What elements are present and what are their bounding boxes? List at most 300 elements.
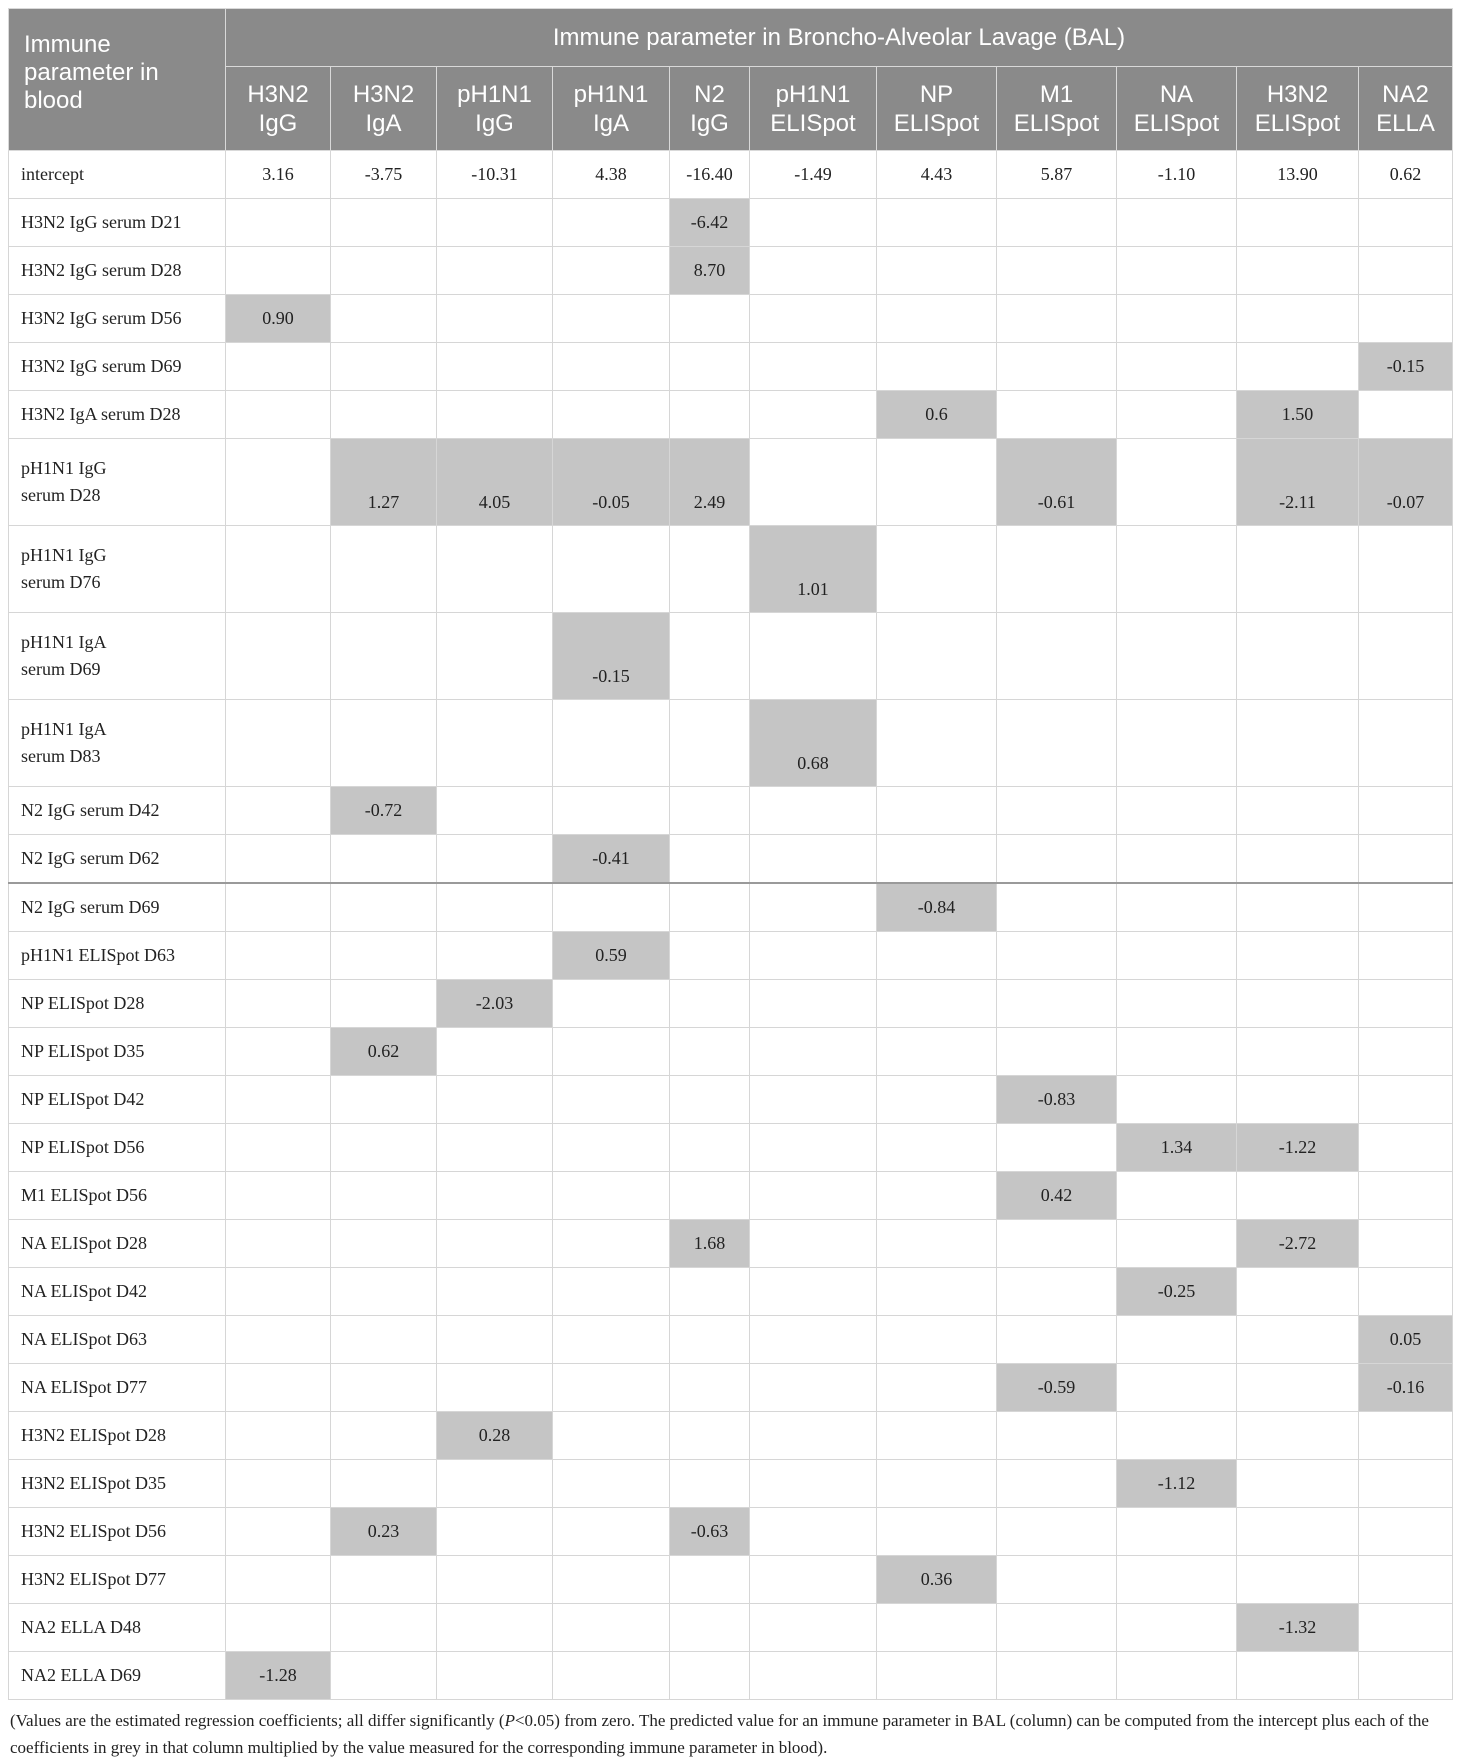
empty-cell bbox=[1359, 700, 1453, 787]
table-row bbox=[9, 1364, 1453, 1412]
empty-cell bbox=[1117, 787, 1237, 835]
empty-cell bbox=[437, 526, 553, 613]
empty-cell bbox=[1359, 1124, 1453, 1172]
column-header-line: ELISpot bbox=[893, 109, 980, 137]
empty-cell bbox=[670, 1172, 750, 1220]
empty-cell bbox=[1117, 1220, 1237, 1268]
row-label bbox=[9, 613, 226, 700]
empty-cell bbox=[877, 700, 997, 787]
empty-cell bbox=[437, 787, 553, 835]
empty-cell bbox=[437, 1604, 553, 1652]
empty-cell bbox=[1117, 1652, 1237, 1700]
empty-cell bbox=[750, 613, 877, 700]
empty-cell bbox=[1237, 932, 1359, 980]
empty-cell bbox=[1359, 1652, 1453, 1700]
empty-cell bbox=[1117, 1028, 1237, 1076]
empty-cell bbox=[1117, 700, 1237, 787]
empty-cell bbox=[1117, 932, 1237, 980]
column-header bbox=[877, 67, 997, 151]
empty-cell bbox=[750, 343, 877, 391]
row-header bbox=[9, 9, 226, 151]
empty-cell bbox=[553, 1028, 670, 1076]
empty-cell bbox=[1117, 1076, 1237, 1124]
column-header-line: ELISpot bbox=[1133, 109, 1220, 137]
empty-cell bbox=[331, 700, 437, 787]
table-row bbox=[9, 247, 1453, 295]
empty-cell bbox=[997, 1268, 1117, 1316]
empty-cell bbox=[1359, 391, 1453, 439]
empty-cell bbox=[877, 1220, 997, 1268]
row-label bbox=[9, 295, 226, 343]
empty-cell bbox=[1117, 1604, 1237, 1652]
coefficient-cell: 0.05 bbox=[1359, 1316, 1453, 1364]
row-label bbox=[9, 199, 226, 247]
empty-cell bbox=[1117, 1364, 1237, 1412]
empty-cell bbox=[1237, 295, 1359, 343]
table-row bbox=[9, 1604, 1453, 1652]
coefficient-cell: 1.68 bbox=[670, 1220, 750, 1268]
empty-cell bbox=[670, 1604, 750, 1652]
empty-cell bbox=[437, 343, 553, 391]
table-row bbox=[9, 526, 1453, 613]
empty-cell bbox=[226, 1028, 331, 1076]
empty-cell bbox=[226, 980, 331, 1028]
empty-cell bbox=[226, 343, 331, 391]
empty-cell bbox=[877, 343, 997, 391]
column-header bbox=[226, 67, 331, 151]
empty-cell bbox=[437, 1316, 553, 1364]
empty-cell bbox=[750, 295, 877, 343]
row-label-line: NP ELISpot D35 bbox=[21, 1041, 145, 1061]
empty-cell bbox=[226, 835, 331, 884]
empty-cell bbox=[877, 1172, 997, 1220]
empty-cell bbox=[750, 1124, 877, 1172]
empty-cell bbox=[226, 787, 331, 835]
row-label bbox=[9, 439, 226, 526]
empty-cell bbox=[1117, 883, 1237, 932]
row-label-line: H3N2 ELISpot D77 bbox=[21, 1569, 166, 1589]
empty-cell bbox=[997, 700, 1117, 787]
empty-cell bbox=[1237, 613, 1359, 700]
column-header-line: ELLA bbox=[1376, 109, 1435, 137]
empty-cell bbox=[750, 1028, 877, 1076]
empty-cell bbox=[1237, 1460, 1359, 1508]
empty-cell bbox=[437, 1172, 553, 1220]
column-header bbox=[1117, 67, 1237, 151]
coefficient-cell: -1.28 bbox=[226, 1652, 331, 1700]
empty-cell bbox=[553, 1364, 670, 1412]
empty-cell bbox=[1237, 1076, 1359, 1124]
intercept-cell: 13.90 bbox=[1237, 151, 1359, 199]
empty-cell bbox=[1359, 980, 1453, 1028]
empty-cell bbox=[331, 391, 437, 439]
empty-cell bbox=[1359, 883, 1453, 932]
coefficient-cell: 0.42 bbox=[997, 1172, 1117, 1220]
coefficient-cell: 2.49 bbox=[670, 439, 750, 526]
empty-cell bbox=[750, 199, 877, 247]
column-header-line: ELISpot bbox=[1254, 109, 1341, 137]
empty-cell bbox=[1117, 835, 1237, 884]
empty-cell bbox=[877, 1268, 997, 1316]
empty-cell bbox=[1237, 835, 1359, 884]
intercept-cell: 5.87 bbox=[997, 151, 1117, 199]
empty-cell bbox=[226, 199, 331, 247]
empty-cell bbox=[877, 1028, 997, 1076]
table-row bbox=[9, 1172, 1453, 1220]
empty-cell bbox=[750, 1412, 877, 1460]
empty-cell bbox=[331, 1316, 437, 1364]
coefficient-cell: -6.42 bbox=[670, 199, 750, 247]
empty-cell bbox=[553, 391, 670, 439]
empty-cell bbox=[331, 526, 437, 613]
empty-cell bbox=[1359, 1556, 1453, 1604]
empty-cell bbox=[1359, 1220, 1453, 1268]
empty-cell bbox=[331, 1460, 437, 1508]
row-label-line: pH1N1 IgA bbox=[21, 719, 107, 739]
table-body bbox=[9, 151, 1453, 1700]
empty-cell bbox=[331, 1220, 437, 1268]
empty-cell bbox=[553, 1508, 670, 1556]
intercept-cell: -1.10 bbox=[1117, 151, 1237, 199]
column-header-line: IgA bbox=[592, 109, 630, 137]
empty-cell bbox=[553, 1412, 670, 1460]
row-label-line: NA2 ELLA D48 bbox=[21, 1617, 141, 1637]
table-row bbox=[9, 980, 1453, 1028]
coefficient-cell: -1.12 bbox=[1117, 1460, 1237, 1508]
empty-cell bbox=[553, 247, 670, 295]
coefficient-cell: -0.84 bbox=[877, 883, 997, 932]
empty-cell bbox=[1359, 295, 1453, 343]
table-row bbox=[9, 1028, 1453, 1076]
empty-cell bbox=[670, 526, 750, 613]
empty-cell bbox=[553, 787, 670, 835]
empty-cell bbox=[997, 295, 1117, 343]
empty-cell bbox=[670, 883, 750, 932]
empty-cell bbox=[1237, 787, 1359, 835]
empty-cell bbox=[750, 247, 877, 295]
column-header-line: IgG bbox=[690, 109, 729, 137]
row-label-line: N2 IgG serum D42 bbox=[21, 800, 160, 820]
coefficient-cell: 8.70 bbox=[670, 247, 750, 295]
table-row bbox=[9, 883, 1453, 932]
empty-cell bbox=[331, 883, 437, 932]
row-label-line: serum D69 bbox=[21, 659, 101, 679]
coefficient-cell: 0.90 bbox=[226, 295, 331, 343]
coefficient-cell: -0.59 bbox=[997, 1364, 1117, 1412]
coefficient-cell: -0.15 bbox=[1359, 343, 1453, 391]
empty-cell bbox=[997, 1316, 1117, 1364]
empty-cell bbox=[1117, 247, 1237, 295]
empty-cell bbox=[1237, 1316, 1359, 1364]
row-label-line: NA ELISpot D28 bbox=[21, 1233, 147, 1253]
empty-cell bbox=[437, 295, 553, 343]
row-label-line: H3N2 ELISpot D28 bbox=[21, 1425, 166, 1445]
empty-cell bbox=[997, 835, 1117, 884]
empty-cell bbox=[331, 1652, 437, 1700]
empty-cell bbox=[1117, 391, 1237, 439]
empty-cell bbox=[553, 199, 670, 247]
empty-cell bbox=[1359, 199, 1453, 247]
empty-cell bbox=[226, 391, 331, 439]
row-label bbox=[9, 1508, 226, 1556]
empty-cell bbox=[670, 980, 750, 1028]
table-row bbox=[9, 391, 1453, 439]
empty-cell bbox=[1237, 247, 1359, 295]
empty-cell bbox=[1359, 1172, 1453, 1220]
row-label bbox=[9, 526, 226, 613]
empty-cell bbox=[670, 1124, 750, 1172]
empty-cell bbox=[750, 787, 877, 835]
row-label: intercept bbox=[9, 151, 226, 199]
empty-cell bbox=[877, 1364, 997, 1412]
empty-cell bbox=[1359, 1508, 1453, 1556]
row-label-line: pH1N1 IgG bbox=[21, 458, 107, 478]
coefficient-cell: -0.16 bbox=[1359, 1364, 1453, 1412]
coefficient-cell: 4.05 bbox=[437, 439, 553, 526]
empty-cell bbox=[670, 343, 750, 391]
row-label-line: NP ELISpot D28 bbox=[21, 993, 145, 1013]
empty-cell bbox=[437, 1556, 553, 1604]
coefficient-cell: -0.25 bbox=[1117, 1268, 1237, 1316]
empty-cell bbox=[670, 1556, 750, 1604]
empty-cell bbox=[1359, 787, 1453, 835]
empty-cell bbox=[437, 1364, 553, 1412]
empty-cell bbox=[1117, 1172, 1237, 1220]
row-label bbox=[9, 1364, 226, 1412]
empty-cell bbox=[670, 1268, 750, 1316]
coefficient-cell: -0.07 bbox=[1359, 439, 1453, 526]
row-label bbox=[9, 1556, 226, 1604]
column-header-line: pH1N1 bbox=[573, 80, 649, 108]
table-row bbox=[9, 199, 1453, 247]
row-label-line: N2 IgG serum D69 bbox=[21, 897, 160, 917]
empty-cell bbox=[877, 787, 997, 835]
empty-cell bbox=[750, 1172, 877, 1220]
empty-cell bbox=[331, 1172, 437, 1220]
table-footnote bbox=[8, 1707, 1452, 1761]
empty-cell bbox=[1359, 835, 1453, 884]
empty-cell bbox=[997, 883, 1117, 932]
empty-cell bbox=[877, 613, 997, 700]
empty-cell bbox=[331, 932, 437, 980]
empty-cell bbox=[877, 1652, 997, 1700]
empty-cell bbox=[553, 1460, 670, 1508]
empty-cell bbox=[1237, 1172, 1359, 1220]
empty-cell bbox=[553, 1220, 670, 1268]
empty-cell bbox=[670, 391, 750, 439]
empty-cell bbox=[437, 1076, 553, 1124]
empty-cell bbox=[1359, 1028, 1453, 1076]
column-header bbox=[997, 67, 1117, 151]
empty-cell bbox=[750, 1316, 877, 1364]
column-header-line: NA2 bbox=[1382, 80, 1429, 108]
row-label-line: H3N2 ELISpot D56 bbox=[21, 1521, 166, 1541]
empty-cell bbox=[1359, 932, 1453, 980]
table-row bbox=[9, 1652, 1453, 1700]
table-row bbox=[9, 295, 1453, 343]
empty-cell bbox=[997, 1220, 1117, 1268]
coefficient-cell: -2.72 bbox=[1237, 1220, 1359, 1268]
empty-cell bbox=[670, 835, 750, 884]
row-label bbox=[9, 1460, 226, 1508]
coefficient-cell: 0.62 bbox=[331, 1028, 437, 1076]
column-header bbox=[670, 67, 750, 151]
empty-cell bbox=[997, 526, 1117, 613]
empty-cell bbox=[226, 1604, 331, 1652]
row-label bbox=[9, 1220, 226, 1268]
empty-cell bbox=[437, 883, 553, 932]
empty-cell bbox=[1117, 1508, 1237, 1556]
empty-cell bbox=[331, 343, 437, 391]
coefficient-cell: 0.59 bbox=[553, 932, 670, 980]
empty-cell bbox=[670, 700, 750, 787]
empty-cell bbox=[331, 295, 437, 343]
table-row bbox=[9, 1268, 1453, 1316]
empty-cell bbox=[1237, 199, 1359, 247]
empty-cell bbox=[1237, 1268, 1359, 1316]
table-row bbox=[9, 1556, 1453, 1604]
empty-cell bbox=[997, 1460, 1117, 1508]
row-label-line: serum D83 bbox=[21, 746, 101, 766]
regression-table-container bbox=[8, 8, 1452, 1761]
empty-cell bbox=[437, 1124, 553, 1172]
empty-cell bbox=[750, 1268, 877, 1316]
empty-cell bbox=[553, 1556, 670, 1604]
empty-cell bbox=[226, 1460, 331, 1508]
empty-cell bbox=[750, 1364, 877, 1412]
empty-cell bbox=[877, 1124, 997, 1172]
empty-cell bbox=[1359, 1268, 1453, 1316]
empty-cell bbox=[437, 1268, 553, 1316]
empty-cell bbox=[1117, 526, 1237, 613]
row-label-line: pH1N1 IgG bbox=[21, 545, 107, 565]
empty-cell bbox=[670, 1412, 750, 1460]
empty-cell bbox=[226, 526, 331, 613]
empty-cell bbox=[437, 835, 553, 884]
empty-cell bbox=[750, 439, 877, 526]
column-header-line: H3N2 bbox=[247, 80, 309, 108]
empty-cell bbox=[437, 1028, 553, 1076]
empty-cell bbox=[997, 1604, 1117, 1652]
empty-cell bbox=[1237, 980, 1359, 1028]
empty-cell bbox=[877, 1412, 997, 1460]
empty-cell bbox=[331, 1124, 437, 1172]
empty-cell bbox=[877, 1316, 997, 1364]
empty-cell bbox=[437, 391, 553, 439]
column-header-line: IgA bbox=[365, 109, 402, 137]
row-label-line: serum D28 bbox=[21, 485, 101, 505]
empty-cell bbox=[750, 1604, 877, 1652]
empty-cell bbox=[553, 526, 670, 613]
empty-cell bbox=[1237, 1412, 1359, 1460]
empty-cell bbox=[226, 1508, 331, 1556]
coefficient-cell: 1.34 bbox=[1117, 1124, 1237, 1172]
empty-cell bbox=[750, 883, 877, 932]
coefficient-cell: -2.11 bbox=[1237, 439, 1359, 526]
column-header bbox=[1237, 67, 1359, 151]
empty-cell bbox=[331, 835, 437, 884]
empty-cell bbox=[1117, 439, 1237, 526]
intercept-cell: -1.49 bbox=[750, 151, 877, 199]
empty-cell bbox=[1359, 1604, 1453, 1652]
empty-cell bbox=[437, 1460, 553, 1508]
empty-cell bbox=[226, 700, 331, 787]
empty-cell bbox=[877, 1076, 997, 1124]
empty-cell bbox=[226, 932, 331, 980]
empty-cell bbox=[553, 883, 670, 932]
row-label-line: H3N2 IgG serum D56 bbox=[21, 308, 182, 328]
row-label-line: H3N2 IgA serum D28 bbox=[21, 404, 181, 424]
column-header-line: N2 bbox=[694, 80, 725, 108]
empty-cell bbox=[877, 247, 997, 295]
column-header-line: NP bbox=[919, 80, 954, 108]
empty-cell bbox=[670, 932, 750, 980]
empty-cell bbox=[226, 1412, 331, 1460]
empty-cell bbox=[226, 1316, 331, 1364]
empty-cell bbox=[877, 1508, 997, 1556]
empty-cell bbox=[997, 613, 1117, 700]
empty-cell bbox=[226, 1268, 331, 1316]
empty-cell bbox=[331, 1268, 437, 1316]
coefficient-cell: -0.15 bbox=[553, 613, 670, 700]
row-label bbox=[9, 1028, 226, 1076]
coefficient-cell: -0.72 bbox=[331, 787, 437, 835]
intercept-cell: 0.62 bbox=[1359, 151, 1453, 199]
coefficient-cell: -0.61 bbox=[997, 439, 1117, 526]
row-label bbox=[9, 1172, 226, 1220]
coefficient-cell: 0.28 bbox=[437, 1412, 553, 1460]
empty-cell bbox=[750, 1508, 877, 1556]
empty-cell bbox=[437, 613, 553, 700]
empty-cell bbox=[997, 787, 1117, 835]
empty-cell bbox=[997, 199, 1117, 247]
column-header-line: IgG bbox=[258, 109, 298, 137]
intercept-cell: 4.38 bbox=[553, 151, 670, 199]
empty-cell bbox=[997, 1652, 1117, 1700]
empty-cell bbox=[1359, 247, 1453, 295]
row-label bbox=[9, 883, 226, 932]
empty-cell bbox=[437, 1220, 553, 1268]
row-label bbox=[9, 343, 226, 391]
empty-cell bbox=[1359, 1076, 1453, 1124]
row-label-line: H3N2 IgG serum D69 bbox=[21, 356, 182, 376]
empty-cell bbox=[437, 1508, 553, 1556]
row-label-line: NP ELISpot D56 bbox=[21, 1137, 145, 1157]
coefficient-cell: 1.50 bbox=[1237, 391, 1359, 439]
empty-cell bbox=[997, 980, 1117, 1028]
row-header-line: Immune parameter in blood bbox=[24, 31, 159, 114]
row-label bbox=[9, 1316, 226, 1364]
empty-cell bbox=[1237, 700, 1359, 787]
coefficient-cell: 0.36 bbox=[877, 1556, 997, 1604]
empty-cell bbox=[553, 1604, 670, 1652]
empty-cell bbox=[1237, 1652, 1359, 1700]
coefficient-cell: -0.63 bbox=[670, 1508, 750, 1556]
empty-cell bbox=[553, 1076, 670, 1124]
coefficient-cell: -0.41 bbox=[553, 835, 670, 884]
table-row bbox=[9, 613, 1453, 700]
empty-cell bbox=[670, 295, 750, 343]
row-label-line: serum D76 bbox=[21, 572, 101, 592]
empty-cell bbox=[1237, 1508, 1359, 1556]
empty-cell bbox=[226, 1220, 331, 1268]
coefficient-cell: 0.23 bbox=[331, 1508, 437, 1556]
empty-cell bbox=[670, 1652, 750, 1700]
empty-cell bbox=[226, 1556, 331, 1604]
empty-cell bbox=[877, 835, 997, 884]
row-label bbox=[9, 1124, 226, 1172]
table-row bbox=[9, 1316, 1453, 1364]
